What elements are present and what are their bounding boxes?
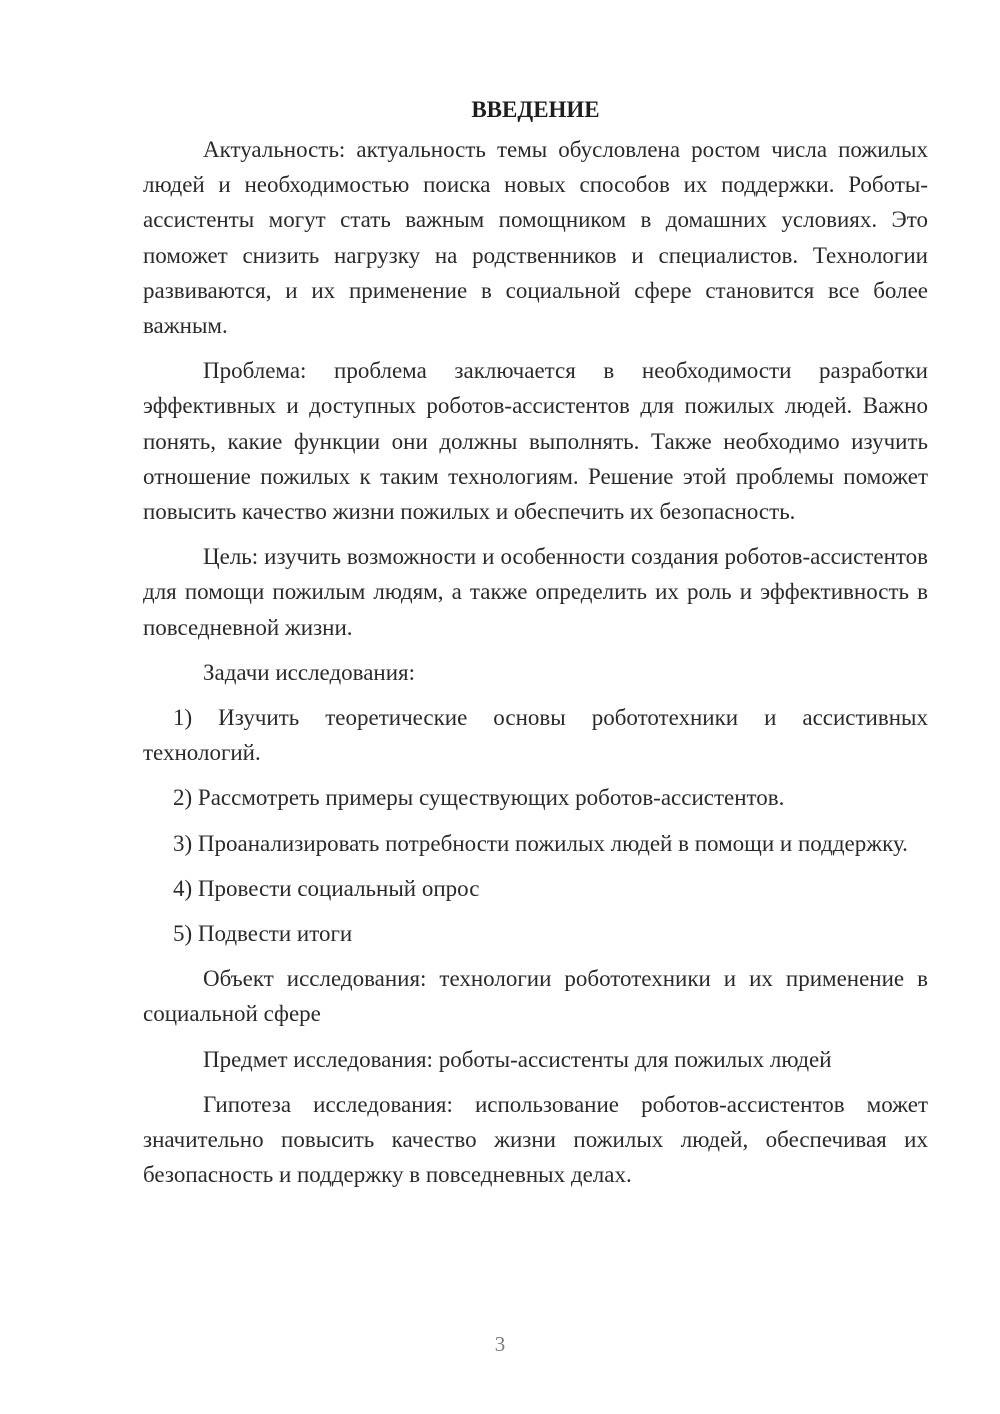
paragraph-problem: Проблема: проблема заключается в необходимости разработки эффективных и доступных роботов-ассистентов для пожилых людей. Важно понять, какие функции они должны выполнять. Также необходимо изучить отношение пожилых к таким технологиям. Решение этой проблемы поможет повысить качество жизни пожилых и обеспечить их безопасность. xyxy=(143,358,928,525)
paragraph-subject: Предмет исследования: роботы-ассистенты для пожилых людей xyxy=(203,1046,832,1072)
section-heading: ВВЕДЕНИЕ xyxy=(471,97,600,122)
page-number: 3 xyxy=(494,1332,506,1356)
task-item-4: 4) Провести социальный опрос xyxy=(173,875,480,901)
paragraph-hypothesis: Гипотеза исследования: использование роботов-ассистентов может значительно повысить качество жизни пожилых людей, обеспечивая их безопасность и поддержку в повседневных делах. xyxy=(143,1091,928,1188)
paragraph-goal: Цель: изучить возможности и особенности создания роботов-ассистентов для помощи пожилым людям, а также определить их роль и эффективность в повседневной жизни. xyxy=(143,544,928,640)
page-content xyxy=(143,92,928,1202)
task-item-2: 2) Рассмотреть примеры существующих роботов-ассистентов. xyxy=(173,785,785,811)
task-item-1: 1) Изучить теоретические основы робототехники и ассистивных технологий. xyxy=(143,705,928,766)
task-item-3: 3) Проанализировать потребности пожилых людей в помощи и поддержку. xyxy=(173,830,908,856)
paragraph-relevance: Актуальность: актуальность темы обусловлена ростом числа пожилых людей и необходимостью поиска новых способов их поддержки. Роботы-ассистенты могут стать важным помощником в домашних условиях. Это поможет снизить нагрузку на родственников и специалистов. Технологии развиваются, и их применение в социальной сфере становится все более важным. xyxy=(143,137,928,339)
paragraph-object: Объект исследования: технологии робототехники и их применение в социальной сфере xyxy=(143,966,928,1027)
task-item-5: 5) Подвести итоги xyxy=(173,921,353,947)
tasks-heading: Задачи исследования: xyxy=(203,659,416,685)
